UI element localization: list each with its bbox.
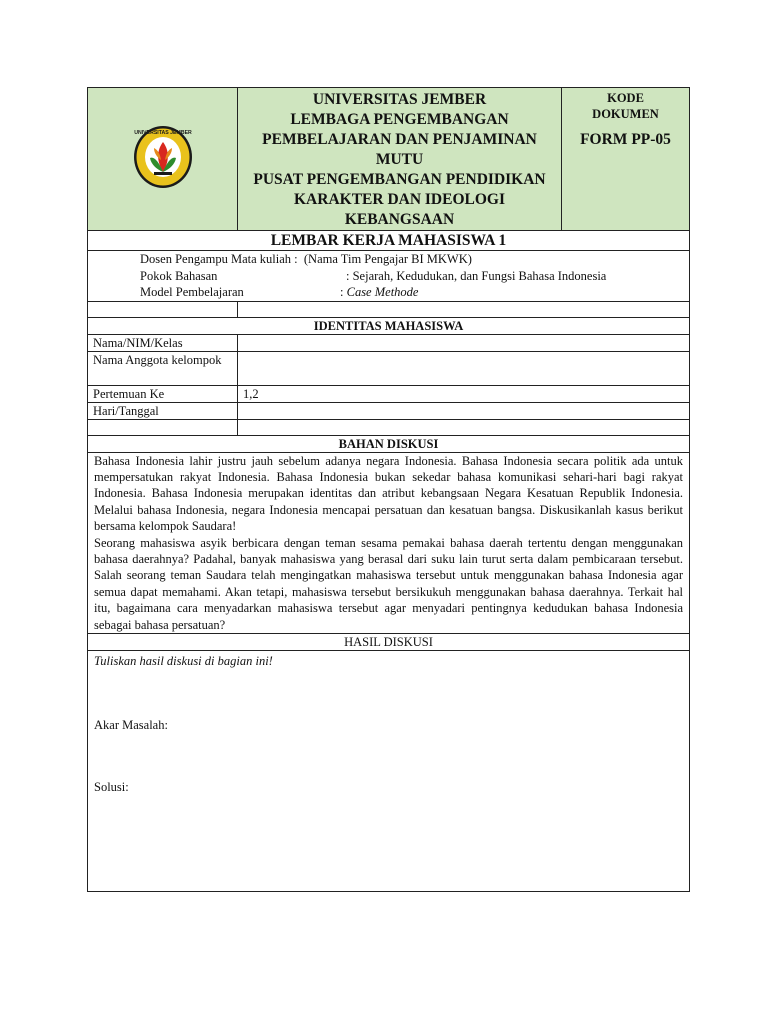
title-line: UNIVERSITAS JEMBER [312, 91, 487, 108]
meta-model [140, 284, 684, 301]
title-line: LEMBAGA PENGEMBANGAN [290, 111, 509, 128]
document-header [88, 88, 690, 231]
empty-row [88, 301, 690, 317]
model-value: Case Methode [346, 285, 419, 299]
identitas-title: IDENTITAS MAHASISWA [88, 317, 690, 334]
dosen-value: (Nama Tim Pengajar BI MKWK) [303, 252, 472, 266]
bahan-content [88, 452, 690, 633]
identitas-row [88, 351, 690, 385]
empty-row [88, 419, 690, 435]
logo-text: UNIVERSITAS JEMBER [133, 130, 192, 136]
university-seal-icon [132, 124, 194, 190]
model-label: Model Pembelajaran [140, 285, 244, 299]
form-code: FORM PP-05 [580, 131, 671, 148]
identitas-row [88, 385, 690, 402]
kode-label: KODE [607, 91, 644, 105]
sheet-title: LEMBAR KERJA MAHASISWA 1 [88, 231, 690, 251]
title-line: KARAKTER DAN IDEOLOGI [294, 191, 505, 208]
identitas-label: Pertemuan Ke [88, 385, 238, 402]
title-line: MUTU [375, 151, 424, 168]
solusi-label: Solusi: [94, 779, 129, 794]
course-meta [88, 251, 690, 302]
pokok-value: : Sejarah, Kedudukan, dan Fungsi Bahasa Indonesia [346, 268, 607, 283]
pokok-label: Pokok Bahasan [140, 268, 218, 283]
worksheet [87, 87, 689, 892]
title-line: PEMBELAJARAN DAN PENJAMINAN [262, 131, 537, 148]
title-line: KEBANGSAAN [344, 211, 455, 228]
identitas-value[interactable] [238, 402, 690, 419]
bahan-title: BAHAN DISKUSI [88, 435, 690, 452]
identitas-label: Hari/Tanggal [88, 402, 238, 419]
identitas-value[interactable] [238, 351, 690, 385]
logo-cell [88, 88, 238, 231]
meta-dosen [140, 251, 684, 268]
bahan-paragraph: Seorang mahasiswa asyik berbicara dengan teman sesama pemakai bahasa daerah tertentu dengan menggunakan bahasa daerahnya? Padahal, banyak mahasiswa yang berasal dari suku lain turut serta dalam pembicaraan tersebut. Salah seorang teman Saudara telah mengingatkan mahasiswa tersebut untuk menggunakan bahasa Indonesia agar semua dapat memahami. Akan tetapi, mahasiswa tersebut bersikukuh menggunakan bahasa daerahnya. Terkait hal itu, bagaimana cara menyadarkan mahasiswa tersebut agar menyadari pentingnya kedudukan bahasa Indonesia sebagai bahasa persatuan? [94, 535, 684, 632]
hasil-area[interactable] [88, 650, 690, 891]
akar-masalah-label: Akar Masalah: [94, 717, 168, 732]
hasil-title: HASIL DISKUSI [88, 633, 690, 650]
identitas-value[interactable] [238, 334, 690, 351]
identitas-row [88, 334, 690, 351]
dokumen-label: DOKUMEN [592, 107, 659, 121]
title-line: PUSAT PENGEMBANGAN PENDIDIKAN [253, 171, 546, 188]
identitas-label: Nama/NIM/Kelas [88, 334, 238, 351]
document-code-cell [562, 88, 690, 231]
hasil-hint: Tuliskan hasil diskusi di bagian ini! [94, 653, 273, 668]
institution-title [238, 88, 562, 231]
worksheet-table [87, 87, 690, 892]
meta-pokok [140, 268, 684, 285]
dosen-label: Dosen Pengampu Mata kuliah : [140, 252, 298, 266]
bahan-paragraph: Bahasa Indonesia lahir justru jauh sebelum adanya negara Indonesia. Bahasa Indonesia secara politik ada untuk mempersatukan rakyat Indonesia. Bahasa Indonesia bukan sekedar bahasa komunikasi sehari-hari bagi rakyat Indonesia. Bahasa Indonesia merupakan identitas dan atribut kebangsaan Negara Kesatuan Republik Indonesia. Melalui bahasa Indonesia, negara Indonesia mencapai persatuan dan kesatuan bangsa. Diskusikanlah kasus berikut bersama kelompok Saudara! [94, 453, 684, 534]
identitas-row [88, 402, 690, 419]
identitas-label: Nama Anggota kelompok [88, 351, 238, 385]
identitas-value[interactable]: 1,2 [238, 385, 690, 402]
model-sep: : [340, 285, 344, 299]
